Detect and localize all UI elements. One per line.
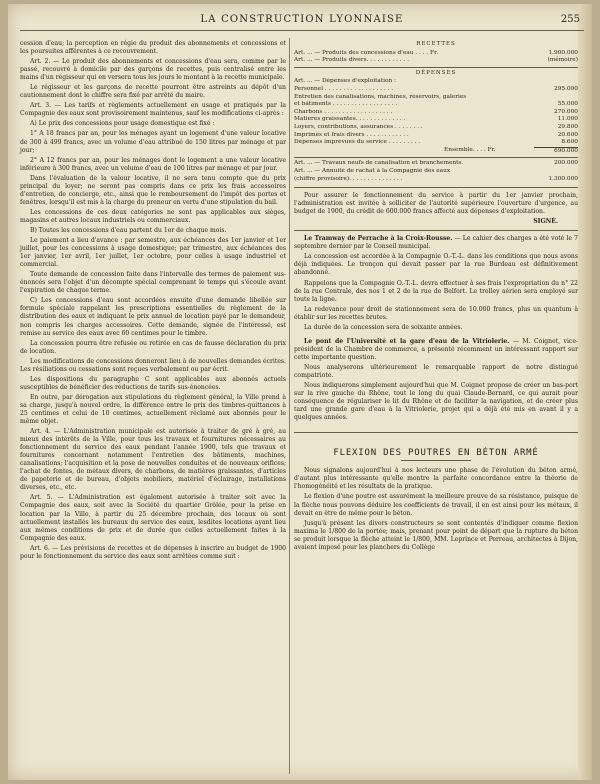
budget-divider-2 [294,157,578,158]
total-amount: 690.000 [534,147,578,156]
tramway-paragraphs [294,253,578,331]
article-paragraph: Art. 6. — Les prévisions de recettes et de dépenses à inscrire au budget de 1900 pour le fonctionnement du service des eaux sont arrêtées comme suit : [20,544,286,560]
newspaper-page [8,4,592,780]
budget-label: Imprimés et frais divers . . . . . . . . . . . . [294,131,409,138]
page-edge-shadow [578,4,592,780]
article-paragraph: Art. 2. — Le produit des abonnements et concessions d'eau sera, comme par le passé, recouvré à domicile par des garçons de recettes, puis centralisé entre les mains d'un régisseur qui en versera tous les jours le montant à la recette municipale. [20,58,286,82]
tramway-paragraph: La concession est accordée à la Compagnie O.-T.-L. dans les conditions que nous avons déjà indiquées. Le tronçon qui devait passer par la rue Burdeau est définitivement abandonné. [294,253,578,277]
article-paragraph: Dans l'évaluation de la valeur locative, il ne sera tenu compte que du prix principal du loyer; ne seront pas compris dans ce prix les frais accessoires d'entretien, de concierge, etc., ainsi que le remboursement de l'impôt des portes et fenêtres, lorsqu'il est mis à la charge du preneur en vertu d'une stipulation du bail. [20,174,286,206]
article-paragraph: Pour assurer le fonctionnement du service à partir du 1er janvier prochain, l'administration est invitée à solliciter de l'autorité supérieure l'ouverture d'urgence, au budget de 1900, du crédit de 600.000 francs affecté aux dépenses d'exploitation. [294,192,578,216]
flexion-heading-text: FLEXION DES POUTRES EN BÉTON ARMÉ [333,448,539,459]
article-paragraph: Les concessions de ces deux catégories ne sont pas applicables aux sièges, magasins et autres locaux industriels ou commerciaux. [20,208,286,224]
budget-amount: (mémoire) [547,57,578,64]
article-paragraph: Toute demande de concession faite dans l'intervalle des termes de paiement sus-énoncés sera l'objet d'un décompte spécial comprenant le temps qui s'écoule avant l'expiration de chaque terme. [20,271,286,295]
flexion-paragraphs [294,467,578,551]
budget-amount: 29.800 [557,123,578,130]
pont-paragraph: Nous indiquerons simplement aujourd'hui que M. Coignet propose de créer un bas-port sur la rive gauche du Rhône, tout le long du quai Claude-Bernard, ce qui aurait pour conséquence de régulariser le lit du Rhône et de faciliter la navigation, et de créer plus tard une grande gare d'eau à la Vitriolerie, projet qui a déjà été mis en avant il y a quelques années. [294,382,578,422]
article-paragraph: Art. 4. — L'Administration municipale est autorisée à traiter de gré à gré, au mieux des intérêts de la Ville, pour tous les travaux et fournitures nécessaires au fonctionnement du service des eaux pendant l'année 1900, tels que travaux et fournitures concernant notamment l'entretien des bâtiments, machines, canalisations; l'acquisition et la pose de nouvelles conduites et de nouveaux orifices; l'achat de fontes, de métaux divers, de charbons, de matières graissantes, d'articles de papeterie et de bureau, d'objets mobiliers, matériel d'éclairage, installations diverses, etc., etc. [20,428,286,492]
budget-amount: 11.000 [557,116,578,123]
article-paragraph: Les dispositions du paragraphe C sont applicables aux abonnés actuels susceptibles de bénéficier des réductions de tarifs sus-énoncées. [20,375,286,391]
heading-underline [401,460,471,461]
budget-amount [534,94,578,102]
extra-rows [294,160,578,183]
flexion-paragraph: Le flexion d'une poutre est assurément la meilleure preuve de sa résistance, puisque de la flèche nous pouvons déduire les coefficients de travail, il en est ainsi pour les métaux, il devait en être de même pour le béton. [294,493,578,517]
flexion-heading [294,449,578,461]
article-paragraph: Les modifications de concessions donneront lieu à de nouvelles demandes écrites. Les résiliations ou cessations sont reçues verbalement ou par écrit. [20,357,286,373]
tramway-paragraph: Rappelons que la Compagnie O.-T.-L. devra effectuer à ses frais l'expropriation du n° 22 de la rue Centrale, des nos 1 et 2 de la rue de Belfort. Le trolley aérien sera employé sur toute la ligne. [294,279,578,303]
budget-amount: 295.000 [554,85,578,92]
column-divider [289,38,290,774]
tramway-lead: — Le cahier des charges a été voté le 7 septembre dernier par le Conseil municipal. [294,235,578,251]
article-paragraph: 1° A 18 francs par an, pour les ménages ayant un logement d'une valeur locative de 300 à 499 francs, avec un volume d'eau attribué de 150 litres par ménage et par jour; [20,130,286,154]
pont-title: Le pont de l'Université et la gare d'eau de la Vitriolerie. [304,337,510,345]
pont-paragraphs [294,364,578,422]
budget-amount: 200.000 [554,160,578,167]
budget-label: Dépenses imprévues du service . . . . . . . . . [294,139,421,146]
expense-row [294,101,578,109]
signature: SIGNÉ. [533,218,558,226]
article-paragraph: 2° A 12 francs par an, pour les ménages dont le logement a une valeur locative inférieure à 300 francs, avec un volume d'eau de 100 litres par ménage et par jour. [20,156,286,172]
budget-label: Art. ... — Annuité de rachat à la Compagnie des eaux [294,167,451,174]
flexion-paragraph: Jusqu'à présent les divers constructeurs se sont contentés d'indiquer comme flexion maxima le 1/800 de la portée; mais, prenant pour point de départ que la rupture du béton se produit lorsque la flèche atteint le 1/800, MM. Leprince et Perreau, architectes à Dijon, avaient imposé pour les planchers du Collège [294,519,578,551]
budget-label: Charbons . . . . . . . . . . . . . . . . . . . [294,108,393,115]
section-rule [294,187,578,188]
budget-label: et bâtiments . . . . . . . . . . . . . . . . . . [294,101,398,108]
flexion-paragraph: Nous signalons aujourd'hui à nos lecteurs une phase de l'évolution du béton armé, d'autant plus intéressante qu'elle montre la parfaite concordance entre la théorie de l'homogénéité et les résultats de la pratique. [294,467,578,491]
expenses-intro-row [294,78,578,86]
budget-label: Matières graissantes. . . . . . . . . . . . . . [294,116,406,123]
expense-row [294,132,578,140]
budget-table [294,41,578,183]
budget-label: Art. ... — Produits divers. . . . . . . . . . . . [294,57,409,64]
budget-label: Entretien des canalisations, machines, réservoirs, galeries [294,93,467,100]
running-header [20,14,584,31]
budget-amount [534,168,578,176]
article-paragraph: B) Toutes les concessions d'eau partent du 1er de chaque mois. [30,226,227,234]
expense-row [294,109,578,117]
extra-row [294,176,578,184]
article-paragraph: Le paiement a lieu d'avance : par semestre, aux échéances des 1er janvier et 1er juillet, pour les concessions à usage domestique; par trimestre, aux échéances des 1er janvier, 1er avril, 1er juillet, 1er octobre, pour celles à usage industriel et commercial. [20,237,286,269]
total-row [294,147,578,156]
article-paragraph: Le régisseur et les garçons de recette pourront être astreints au dépôt d'un cautionnement dont le chiffre sera fixé par arrêté du maire. [20,84,286,100]
article-paragraph: A) Le prix des concessions pour usage domestique est fixé : [30,120,215,128]
page-number: 255 [560,14,580,25]
receipt-row [294,50,578,58]
pont-article [294,338,578,422]
journal-title: LA CONSTRUCTION LYONNAISE [200,14,404,25]
tramway-article [294,235,578,332]
tramway-paragraph: La durée de la concession sera de soixante années. [304,323,463,331]
expense-row [294,94,578,102]
pont-paragraph: Nous analyserons ultérieurement le remarquable rapport de notre distingué compatriote. [294,363,578,379]
flexion-article [294,449,578,552]
budget-divider [294,67,578,68]
budget-amount: 8.600 [561,139,578,146]
expense-rows [294,86,578,147]
expenses-intro: Art. ... — Dépenses d'exploitation : [294,78,397,85]
expense-row [294,124,578,132]
budget-amount: 270.000 [554,108,578,115]
budget-amount: 20.600 [557,131,578,138]
article-paragraph: En outre, par dérogation aux stipulations du règlement général, la Ville prend à sa charge, jusqu'à nouvel ordre, la différence entre le prix des timbres-quittances à 25 centimes et celui de 10 centimes, actuellement réclamé aux abonnés pour le même objet. [20,393,286,426]
expenses-heading: DÉPENSES [415,69,457,76]
expense-row [294,116,578,124]
closing-paragraphs [294,192,578,216]
receipts-heading: RECETTES [416,41,456,47]
budget-amount: 1.300.000 [548,175,578,182]
article-paragraph: cession d'eau; la perception en régie du produit des abonnements et concessions et les poursuites afférentes à ce recouvrement. [20,40,286,56]
article-paragraph: La concession pourra être refusée ou retirée en cas de fausse déclaration du prix de location. [20,339,286,355]
budget-label: Loyers, contributions, assurances . . . . . . . . [294,123,423,130]
section-rule [294,230,578,231]
budget-label: (chiffre provisoire). . . . . . . . . . . . . . . [294,175,403,182]
tramway-paragraph: La redevance pour droit de stationnement sera de 10.000 francs, plus un quantum à établir sur les recettes brutes. [294,305,578,321]
receipts-rows [294,50,578,65]
extra-row [294,168,578,176]
tramway-title: Le Tramway de Perrache à la Croix-Rousse. [304,235,453,243]
budget-label: Personnel . . . . . . . . . . . . . . . . . . . [294,85,394,92]
article-paragraph: C) Les concessions d'eau sont accordées ensuite d'une demande libellée sur formule spéciale rappelant les prescriptions essentielles du règlement de la distribution des eaux et indiquant le prix annuel de location payé par le demandeur, non compris les charges accessoires. Cette demande, signée de l'intéressé, est remise au service des eaux avec 60 centimes pour le timbre. [20,297,286,337]
budget-amount: 55.000 [557,101,578,108]
left-column [20,40,286,563]
right-column [294,40,578,554]
budget-amount: 1.900.000 [548,49,578,56]
section-rule [294,432,578,433]
article-paragraph: Art. 5. — L'Administration est également autorisée à traiter soit avec la Compagnie des eaux, soit avec la Société du quartier Grôlée, pour la prise en location par la Ville, à partir du 25 décembre prochain, des locaux où sont actuellement installés les bureaux du service des eaux, lesdites locations ayant lieu aux mêmes conditions de prix et de durée que celles actuellement faites à la Compagnie des eaux. [20,494,286,542]
total-label: Ensemble. . . . Fr. [444,146,496,153]
expense-row [294,86,578,94]
article-paragraph: Art. 3. — Les tarifs et règlements actuellement en usage et pratiqués par la Compagnie des eaux sont provisoirement maintenus, sauf les modifications ci-après : [20,102,286,118]
budget-label: Art. ... — Produits des concessions d'eau . . . . Fr. [294,49,439,56]
budget-label: Art. ... — Travaux neufs de canalisation et branchements. [294,160,464,167]
pont-lead: — M. Coignet, vice-président de la Chambre de commerce, a présenté récemment un intéressant rapport sur cette importante question. [294,337,579,361]
expense-row [294,139,578,147]
receipt-row [294,57,578,65]
extra-row [294,160,578,168]
